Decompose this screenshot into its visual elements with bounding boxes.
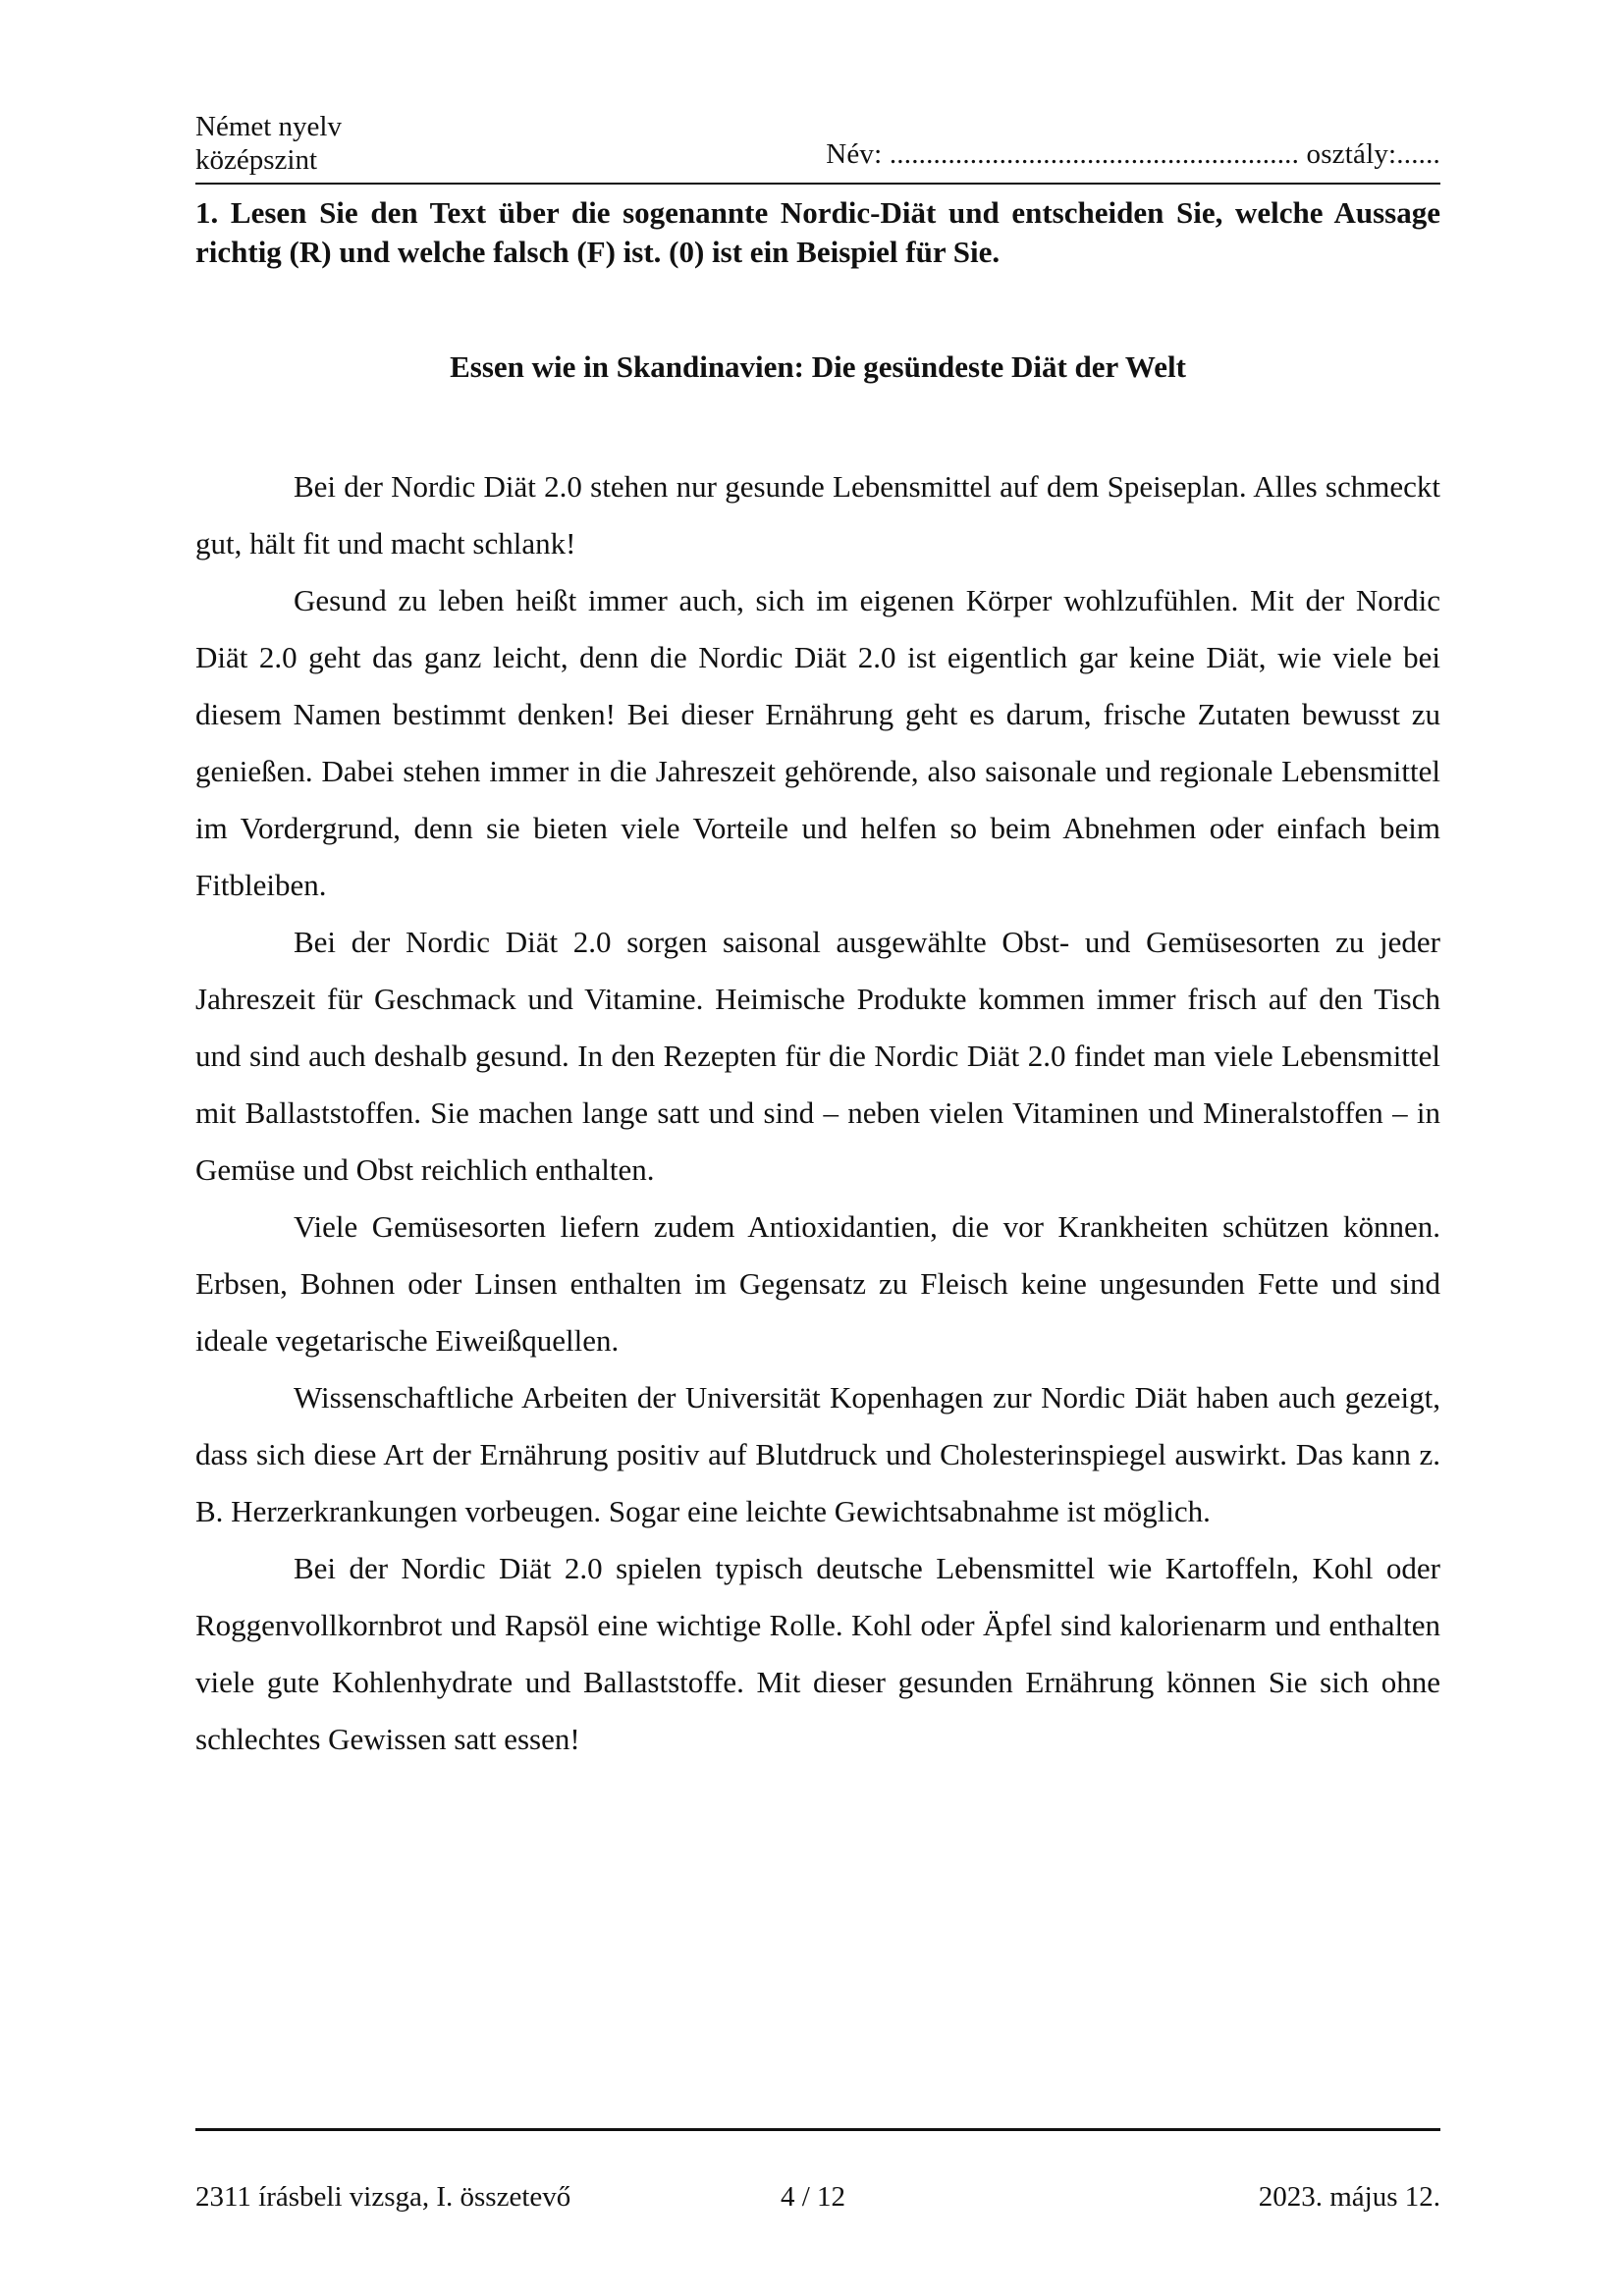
- article-body: [195, 458, 1440, 1768]
- article-title: Essen wie in Skandinavien: Die gesündeste Diät der Welt: [450, 349, 1186, 384]
- exam-code: 2311 írásbeli vizsga, I. összetevő: [195, 2181, 571, 2213]
- level-label: középszint: [195, 144, 318, 176]
- article-paragraph: Wissenschaftliche Arbeiten der Universität Kopenhagen zur Nordic Diät haben auch gezeigt, dass sich diese Art der Ernährung positiv auf Blutdruck und Cholesterinspiegel auswirkt. Das kann z. B. Herzerkrankungen vorbeugen. Sogar eine leichte Gewichtsabnahme ist möglich.: [195, 1380, 1440, 1528]
- subject-label: Német nyelv: [195, 111, 342, 142]
- article-paragraph: Gesund zu leben heißt immer auch, sich im eigenen Körper wohlzufühlen. Mit der Nordic Diät 2.0 geht das ganz leicht, denn die Nordic Diät 2.0 ist eigentlich gar keine Diät, wie viele bei diesem Namen bestimmt denken! Bei dieser Ernährung geht es darum, frische Zutaten bewusst zu genießen. Dabei stehen immer in die Jahreszeit gehörende, also saisonale und regionale Lebensmittel im Vordergrund, denn sie bieten viele Vorteile und helfen so beim Abnehmen oder einfach beim Fitbleiben.: [195, 583, 1440, 902]
- article-paragraph: Bei der Nordic Diät 2.0 stehen nur gesunde Lebensmittel auf dem Speiseplan. Alles schmeckt gut, hält fit und macht schlank!: [195, 469, 1440, 561]
- task-instruction: 1. Lesen Sie den Text über die sogenannte Nordic-Diät und entscheiden Sie, welche Aussage richtig (R) und welche falsch (F) ist. (0) ist ein Beispiel für Sie.: [195, 195, 1440, 269]
- exam-date: 2023. május 12.: [1258, 2181, 1440, 2213]
- subject-block: [195, 110, 342, 177]
- page-footer: [195, 2179, 1440, 2218]
- article-paragraph: Bei der Nordic Diät 2.0 spielen typisch deutsche Lebensmittel wie Kartoffeln, Kohl oder Roggenvollkornbrot und Rapsöl eine wichtige Rolle. Kohl oder Äpfel sind kalorienarm und enthalten viele gute Kohlenhydrate und Ballaststoffe. Mit dieser gesunden Ernährung können Sie sich ohne schlechtes Gewissen satt essen!: [195, 1551, 1440, 1756]
- page-number: 4 / 12: [781, 2181, 846, 2213]
- article-paragraph: Bei der Nordic Diät 2.0 sorgen saisonal ausgewählte Obst- und Gemüsesorten zu jeder Jahreszeit für Geschmack und Vitamine. Heimische Produkte kommen immer frisch auf den Tisch und sind auch deshalb gesund. In den Rezepten für die Nordic Diät 2.0 findet man viele Lebensmittel mit Ballaststoffen. Sie machen lange satt und sind – neben vielen Vitaminen und Mineralstoffen – in Gemüse und Obst reichlich enthalten.: [195, 925, 1440, 1187]
- name-class-line: Név: ........................................................ osztály:......: [826, 138, 1440, 170]
- article-paragraph: Viele Gemüsesorten liefern zudem Antioxidantien, die vor Krankheiten schützen können. Erbsen, Bohnen oder Linsen enthalten im Gegensatz zu Fleisch keine ungesunden Fette und sind ideale vegetarische Eiweißquellen.: [195, 1209, 1440, 1358]
- page-header: [195, 110, 1440, 185]
- footer-divider: [195, 2128, 1440, 2131]
